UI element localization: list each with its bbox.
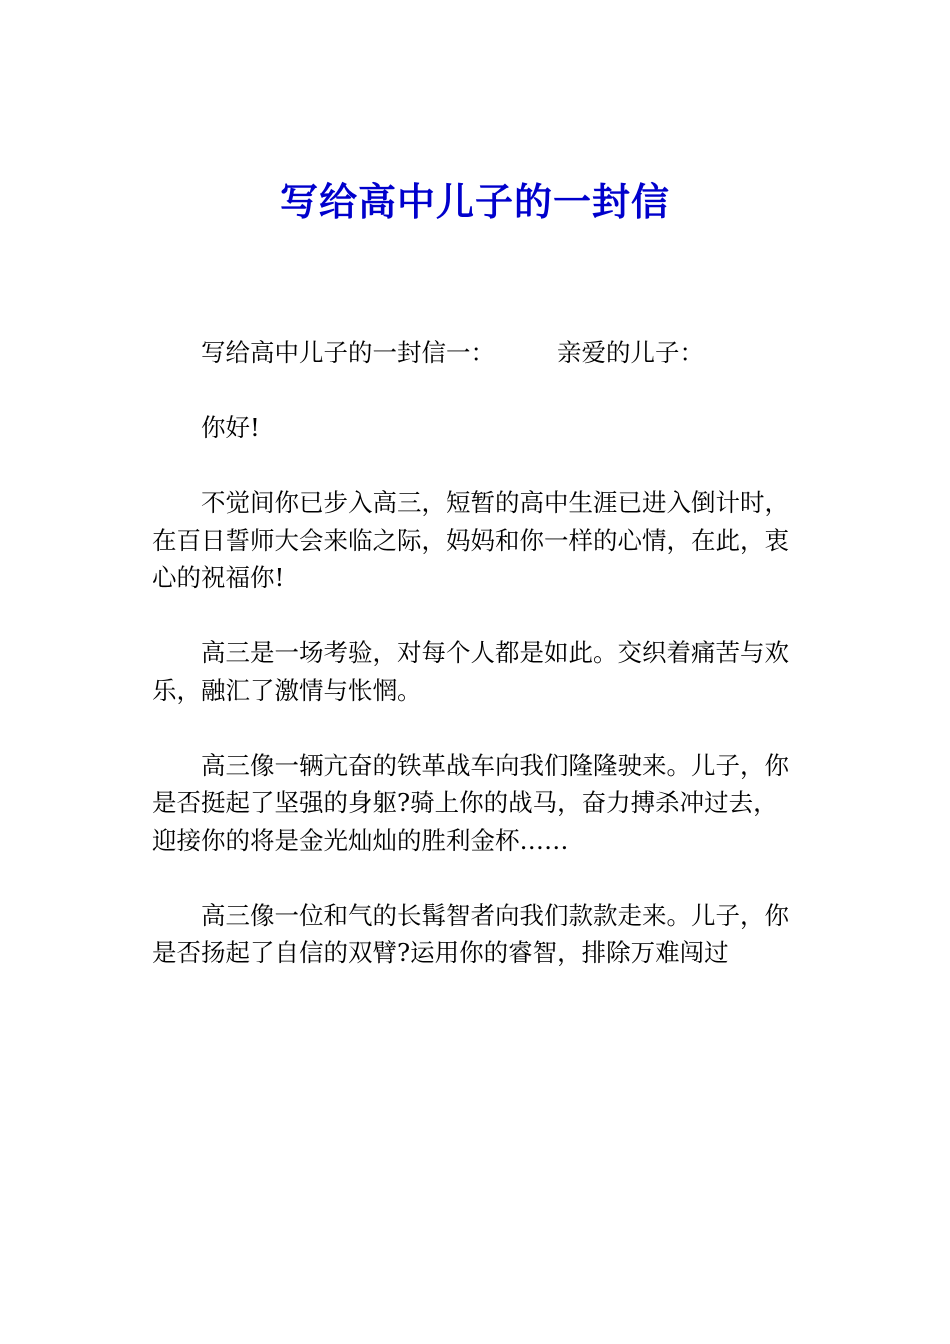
salutation: 亲爱的儿子： bbox=[557, 338, 704, 367]
paragraph-2: 高三是一场考验，对每个人都是如此。交织着痛苦与欢乐，融汇了激情与怅惘。 bbox=[152, 638, 789, 705]
intro-line bbox=[152, 334, 792, 372]
paragraph-4: 高三像一位和气的长髯智者向我们款款走来。儿子，你是否扬起了自信的双臂?运用你的睿智，排除万难闯过 bbox=[152, 900, 789, 967]
letter-body bbox=[152, 334, 792, 972]
paragraph-1: 不觉间你已步入高三，短暂的高中生涯已进入倒计时，在百日誓师大会来临之际，妈妈和你一样的心情，在此，衷心的祝福你! bbox=[152, 488, 789, 592]
paragraph-3: 高三像一辆亢奋的铁革战车向我们隆隆驶来。儿子，你是否挺起了坚强的身躯?骑上你的战马，奋力搏杀冲过去，迎接你的将是金光灿灿的胜利金杯…… bbox=[152, 750, 789, 855]
document-title: 写给高中儿子的一封信 bbox=[279, 180, 670, 224]
greeting: 你好! bbox=[201, 413, 260, 442]
intro-label: 写给高中儿子的一封信一： bbox=[201, 338, 495, 367]
